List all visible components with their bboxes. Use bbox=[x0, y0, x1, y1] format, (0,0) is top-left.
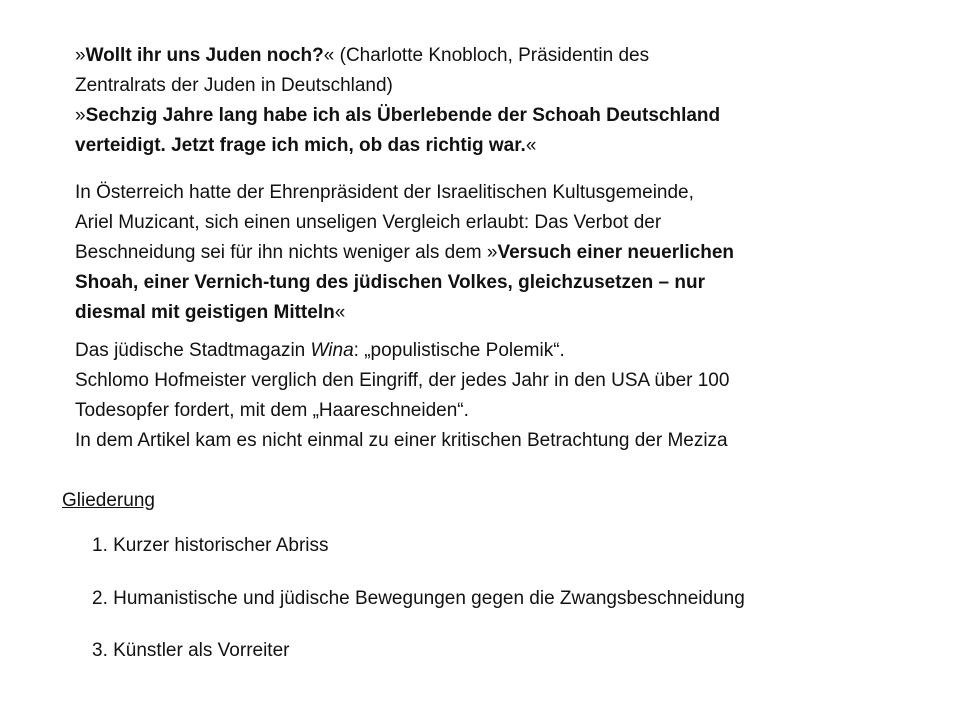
wina-line-2: Schlomo Hofmeister verglich den Eingriff, der jedes Jahr in den USA über 100 bbox=[75, 370, 730, 391]
quote-line-1 bbox=[75, 41, 895, 71]
outline-heading: Gliederung bbox=[62, 490, 155, 511]
wina-line-4: In dem Artikel kam es nicht einmal zu einer kritischen Betrachtung der Meziza bbox=[75, 430, 728, 451]
quote-mark: « bbox=[334, 302, 346, 323]
wina-text: : „populistische Polemik“. bbox=[353, 340, 565, 361]
austria-line-1: In Österreich hatte der Ehrenpräsident der Israelitischen Kultusgemeinde, bbox=[75, 182, 694, 203]
quote-mark: « bbox=[323, 45, 335, 66]
quote-line-3 bbox=[75, 101, 895, 131]
quote-mark: « bbox=[525, 135, 537, 156]
austria-text: Beschneidung sei für ihn nichts weniger als dem » bbox=[75, 242, 498, 263]
austria-bold: Versuch einer neuerlichen bbox=[497, 242, 735, 263]
austria-line-5 bbox=[75, 298, 895, 328]
austria-bold: diesmal mit geistigen Mitteln bbox=[75, 302, 335, 323]
quote-block bbox=[75, 41, 895, 161]
wina-text: Das jüdische Stadtmagazin bbox=[75, 340, 311, 361]
austria-line-3 bbox=[75, 238, 895, 268]
quote-line-2: Zentralrats der Juden in Deutschland) bbox=[75, 75, 393, 96]
austria-line-4: Shoah, einer Vernich-tung des jüdischen Volkes, gleichzusetzen – nur bbox=[75, 272, 705, 293]
quote-1-attribution: (Charlotte Knobloch, Präsidentin des bbox=[334, 45, 650, 66]
outline-item: 2. Humanistische und jüdische Bewegungen gegen die Zwangsbeschneidung bbox=[92, 588, 745, 609]
quote-mark: » bbox=[75, 45, 86, 66]
wina-line-1 bbox=[75, 336, 935, 366]
wina-line-3: Todesopfer fordert, mit dem „Haareschneiden“. bbox=[75, 400, 469, 421]
quote-mark: » bbox=[75, 105, 86, 126]
wina-paragraph bbox=[75, 336, 935, 456]
magazine-name: Wina bbox=[310, 340, 354, 361]
outline-item: 1. Kurzer historischer Abriss bbox=[92, 535, 329, 556]
austria-line-2: Ariel Muzicant, sich einen unseligen Vergleich erlaubt: Das Verbot der bbox=[75, 212, 662, 233]
quote-2-bold: Sechzig Jahre lang habe ich als Überlebende der Schoah Deutschland bbox=[85, 105, 721, 126]
outline-item: 3. Künstler als Vorreiter bbox=[92, 640, 290, 661]
quote-2-bold: verteidigt. Jetzt frage ich mich, ob das richtig war. bbox=[75, 135, 526, 156]
austria-paragraph bbox=[75, 178, 895, 328]
quote-line-4 bbox=[75, 131, 895, 161]
quote-1-bold: Wollt ihr uns Juden noch? bbox=[85, 45, 324, 66]
